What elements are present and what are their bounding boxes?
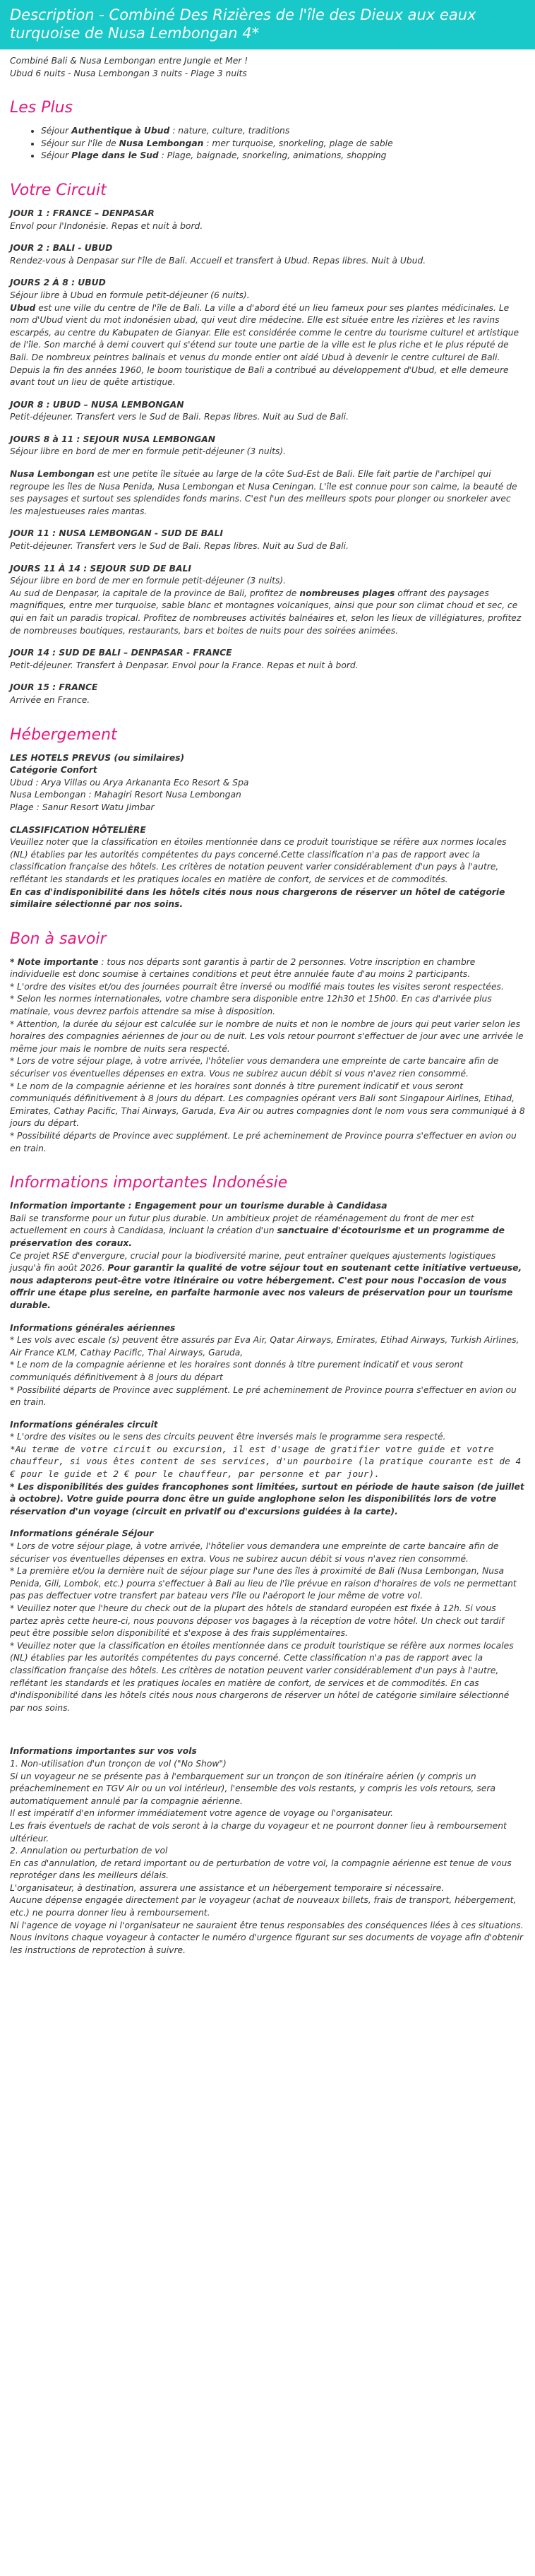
day-text: Nusa Lembongan est une petite île située au large de la côte Sud-Est de Bali. Elle fait partie de l'archipel qui regroupe les îles de Nusa Penida, Nusa Lembongan et Nusa Ceningan. L'île est connue pour son calme, la beauté de ses paysages et surtout ses splendides fonds marins. C'est l'un des meilleurs spots pour plonger ou snorkeler avec les majestueuses raies mantas. [10,469,517,516]
plus-list [27,125,525,162]
list-item: • Séjour Plage dans le Sud : Plage, baignade, snorkeling, animations, shopping [41,150,525,162]
list-item: • Séjour sur l'île de Nusa Lembongan : mer turquoise, snorkeling, plage de sable [41,138,525,150]
sejour-block [10,1528,525,1714]
classification-text: Veuillez noter que la classification en étoiles mentionnée dans ce produit touristique se réfère aux normes locales (NL) établies par les autorités compétentes du pays concerné.Cette classification n'a pas de rapport avec la classification française des hôtels. Les critères de notation peuvent varier considérablement d'un pays à l'autre, reflétant les standards et les pratiques locales en matière de confort, de services et de commodités. [10,837,507,884]
circuit-info-para: * L'ordre des visites ou le sens des circuits peuvent être inversés mais le programme sera respecté. [10,1432,446,1442]
day-text: Arrivée en France. [10,694,90,705]
note-important: * Note importante : tous nos départs sont garantis à partir de 2 personnes. Votre inscription en chambre individuelle est donc soumise à certaines conditions et peut être annulée faute d'au moins 2 participants. [10,956,476,980]
vols-para: Aucune dépense engagée directement par le voyageur (achat de nouveaux billets, frais de transport, hébergement, etc.) ne pourra donner lieu à remboursement. [10,1895,517,1918]
classification-title: CLASSIFICATION HÔTELIÈRE [10,824,146,835]
day-title: JOURS 8 à 11 : SEJOUR NUSA LEMBONGAN [10,434,216,444]
vols-para: En cas d'annulation, de retard important ou de perturbation de votre vol, la compagnie aérienne est tenue de vous reprotéger dans les meilleurs délais. [10,1858,512,1881]
hotels-category: Catégorie Confort [10,765,97,776]
note-para: * Le nom de la compagnie aérienne et les horaires sont donnés à titre purement indicatif et vous seront communiqués définitivement à 8 jours du départ. Les compagnies opérant vers Bali sont Singapour Airlines, Etihad, Emirates, Cathay Pacific, Thai Airways, Garuda, Eva Air ou autres compagnies dont le nom vous sera communiqué à 8 jours du départ. [10,1081,525,1129]
day-text: Petit-déjeuner. Transfert vers le Sud de Bali. Repas libres. Nuit au Sud de Bali. [10,541,349,552]
note-para: * L'ordre des visites et/ou des journées pourrait être inversé ou modifié mais toutes les visites seront respectées. [10,981,504,992]
day-title: JOUR 14 : SUD DE BALI – DENPASAR - FRANCE [10,648,232,658]
day-text: Petit-déjeuner. Transfert vers le Sud de Bali. Repas libres. Nuit au Sud de Bali. [10,412,349,422]
vols-para: 1. Non-utilisation d'un tronçon de vol ("No Show") [10,1758,227,1769]
vols-para: L'organisateur, à destination, assurera une assistance et un hébergement temporaire si nécessaire. [10,1882,445,1893]
sejour-para: * Veuillez noter que l'heure du check out de la plupart des hôtels de standard européen est fixée à 12h. Si vous partez après cette heure-ci, nous pouvons déposer vos bagages à la réception de votre hôtel. Un check out tardif peut être possible selon disponibilité et s'expose à des frais supplémentaires. [10,1603,505,1639]
vols-title: Informations importantes sur vos vols [10,1746,197,1757]
day-text: Envol pour l'Indonésie. Repas et nuit à bord. [10,220,203,231]
hotel-line: Plage : Sanur Resort Watu Jimbar [10,802,155,812]
section-heading-bon-a-savoir: Bon à savoir [10,930,107,948]
aerial-block [10,1322,525,1409]
vols-para: Les frais éventuels de rachat de vols seront à la charge du voyageur et ne pourront donner lieu à remboursement ultérieur. [10,1820,507,1844]
intro-line: Combiné Bali & Nusa Lembongan entre Jungle et Mer ! [10,56,248,66]
day-block [10,647,525,672]
day-title: JOUR 1 : FRANCE – DENPASAR [10,208,155,218]
circuit-info-block [10,1419,525,1519]
engagement-text: Bali se transforme pour un futur plus durable. Un ambitieux projet de réaménagement du front de mer est actuellement en cours à Candidasa, incluant la création d'un sanctuaire d'écotourisme et un programme de préservation des coraux. [10,1213,505,1248]
list-item: • Séjour Authentique à Ubud : nature, culture, traditions [41,125,525,138]
sejour-para: * La première et/ou la dernière nuit de séjour plage sur l'une des îles à proximité de Bali (Nusa Lembongan, Nusa Penida, Gili, Lombok, etc.) pourra s'effectuer à Bali au lieu de l'île prévue en raison d'horaires de vols ne permettant pas pas deffectuer votre transfert par bateau vers l'île ou l'aéroport le jour même de votre vol. [10,1566,517,1601]
vols-para: Si un voyageur ne se présente pas à l'embarquement sur un tronçon de son itinéraire aérien (y compris un préacheminement en TGV Air ou un vol intérieur), l'ensemble des vols restants, y compris les vols retours, sera automatiquement annulé par la compagnie aérienne. [10,1771,495,1806]
sejour-title: Informations générale Séjour [10,1529,154,1539]
aerial-para: * Le nom de la compagnie aérienne et les horaires sont donnés à titre purement indicatif et vous seront communiqués définitivement à 8 jours du départ [10,1360,464,1382]
page-title: Description - Combiné Des Rizières de l'île des Dieux aux eaux turquoise de Nusa Lembongan 4* [0,0,535,49]
circuit-info-para: *Au terme de votre circuit ou excursion, il est d'usage de gratifier votre guide et votre chauffeur, si vous êtes content de ses services, d'un pourboire (la pratique courante est de 4 € pour le guide et 2 € pour le chauffeur, par personne et par jour). [10,1444,522,1480]
day-block [10,563,525,638]
day-text: Petit-déjeuner. Transfert à Denpasar. Envol pour la France. Repas et nuit à bord. [10,660,359,670]
day-text: Rendez-vous à Denpasar sur l'île de Bali. Accueil et transfert à Ubud. Repas libres. Nuit à Ubud. [10,255,426,266]
sejour-para: * Veuillez noter que la classification en étoiles mentionnée dans ce produit touristique se réfère aux normes locales (NL) établies par les autorités compétentes du pays concerné. Cette classification n'a pas de rapport avec la classification française des hôtels. Les critères de notation peuvent varier considérablement d'un pays à l'autre, reflétant les standards et les pratiques locales en matière de confort, de services et de commodités. En cas d'indisponibilité dans les hôtels cités nous nous chargerons de réserver un hôtel de catégorie similaire sélectionné par nos soins. [10,1640,514,1713]
day-title: JOUR 15 : FRANCE [10,682,98,693]
day-text: Au sud de Denpasar, la capitale de la province de Bali, profitez de nombreuses plages offrant des paysages magnifiques, entre mer turquoise, sable blanc et montagnes volcaniques, ainsi que pour son climat choud et sec, ce qui en fait un paradis tropical. Profitez de nombreuses activités balnéaires et, selon les lieux de villégiatures, profitez de nombreuses boutiques, restaurants, bars et boites de nuits pour des soirées animées. [10,588,522,636]
day-text: Ubud est une ville du centre de l'île de Bali. La ville a d'abord été un lieu fameux pour ses plantes médicinales. Le nom d'Ubud vient du mot indonésien ubad, qui veut dire médecine. Elle est située entre les rizières et les ravins escarpés, au centre du Kabupaten de Gianyar. Elle est considérée comme le centre du tourisme culturel et artistique de l'île. Son marché à demi couvert qui s'étend sur toute une partie de la ville est le plus riche et le plus réputé de Bali. De nombreux peintres balinais et venus du monde entier ont aidé Ubud à devenir le centre culturel de Bali. Depuis la fin des années 1960, le boom touristique de Bali a contribué au développement d'Ubud, et elle demeure avant tout un lieu de quête artistique. [10,302,519,388]
day-block [10,682,525,706]
day-title: JOUR 2 : BALI - UBUD [10,243,113,254]
vols-para: Il est impératif d'en informer immédiatement votre agence de voyage ou l'organisateur. [10,1808,394,1819]
hotel-line: Nusa Lembongan : Mahagiri Resort Nusa Lembongan [10,790,241,800]
day-text: Séjour libre à Ubud en formule petit-déjeuner (6 nuits). [10,290,250,300]
aerial-para: * Possibilité départs de Province avec supplément. Le pré acheminement de Province pourra s'effectuer en avion ou en train. [10,1384,517,1408]
day-block [10,434,525,458]
note-para: * Selon les normes internationales, votre chambre sera disponible entre 12h30 et 15h00. En cas d'arrivée plus matinale, vous devrez parfois attendre sa mise à disposition. [10,994,492,1017]
day-title: JOUR 8 : UBUD – NUSA LEMBONGAN [10,399,184,410]
day-block [10,399,525,424]
day-text: Séjour libre en bord de mer en formule petit-déjeuner (3 nuits). [10,446,287,457]
day-title: JOURS 11 À 14 : SEJOUR SUD DE BALI [10,563,191,574]
section-heading-plus: Les Plus [10,99,73,117]
engagement-title: Information importante : Engagement pour un tourisme durable à Candidasa [10,1201,387,1211]
note-para: * Attention, la durée du séjour est calculée sur le nombre de nuits et non le nombre de jours qui peut varier selon les horaires des compagnies aériennes de jour ou de nuit. Les vols retour pourront s'effectuer de jour avec une arrivée le même jour mais le nombre de nuits sera respecté. [10,1019,524,1054]
vols-para: Nous invitons chaque voyageur à contacter le numéro d'urgence figurant sur ses documents de voyage afin d'obtenir les instructions de reprotection à suivre. [10,1933,524,1955]
day-block [10,468,525,518]
day-block [10,277,525,388]
intro-line: Ubud 6 nuits - Nusa Lembongan 3 nuits - Plage 3 nuits [10,68,247,78]
aerial-para: * Les vols avec escale (s) peuvent être assurés par Eva Air, Qatar Airways, Emirates, Etihad Airways, Turkish Airlines, Air France KLM, Cathay Pacific, Thai Airways, Garuda, [10,1335,519,1358]
hotel-line: Ubud : Arya Villas ou Arya Arkananta Eco Resort & Spa [10,777,249,788]
vols-block [10,1745,525,1957]
day-block [10,242,525,267]
hotels-title: LES HOTELS PREVUS (ou similaires) [10,752,185,763]
circuit-info-para: * Les disponibilités des guides francophones sont limitées, surtout en période de haute saison (de juillet à octobre). Votre guide pourra donc être un guide anglophone selon les disponibilités lors de votre réservation d'un voyage (circuit en privatif ou d'excursions guidées à la carte). [10,1481,524,1516]
classification-block [10,824,525,911]
day-block [10,528,525,552]
section-heading-circuit: Votre Circuit [10,181,107,199]
section-heading-infos: Informations importantes Indonésie [10,1174,288,1192]
classification-note: En cas d'indisponibilité dans les hôtels cités nous nous chargerons de réserver un hôtel de catégorie similaire sélectionné par nos soins. [10,886,505,910]
section-heading-hebergement: Hébergement [10,725,117,744]
aerial-title: Informations générales aériennes [10,1322,176,1333]
circuit-info-title: Informations générales circuit [10,1419,158,1430]
sejour-para: * Lors de votre séjour plage, à votre arrivée, l'hôtelier vous demandera une empreinte de carte bancaire afin de sécuriser vos éventuelles dépenses en extra. Vous ne subirez aucun débit si vous n'avez rien consommé. [10,1541,499,1564]
note-para: * Possibilité départs de Province avec supplément. Le pré acheminement de Province pourra s'effectuer en avion ou en train. [10,1131,517,1153]
note-para: * Lors de votre séjour plage, à votre arrivée, l'hôtelier vous demandera une empreinte de carte bancaire afin de sécuriser vos éventuelles dépenses en extra. Vous ne subirez aucun débit si vous n'avez rien consommé. [10,1056,499,1079]
engagement-text: Ce projet RSE d'envergure, crucial pour la biodiversité marine, peut entraîner quelques ajustements logistiques jusqu'à fin août 2026. Pour garantir la qualité de votre séjour tout en soutenant cette initiative vertueuse, nous adapterons peut-être votre itinéraire ou votre hébergement. C'est pour nous l'occasion de vous offrir une étape plus sereine, en parfaite harmonie avec nos valeurs de préservation pour un tourisme durable. [10,1250,522,1310]
day-title: JOURS 2 À 8 : UBUD [10,278,106,288]
day-text: Séjour libre en bord de mer en formule petit-déjeuner (3 nuits). [10,576,287,586]
vols-para: Ni l'agence de voyage ni l'organisateur ne sauraient être tenus responsables des conséquences liées à ces situations. [10,1920,524,1930]
day-title: JOUR 11 : NUSA LEMBONGAN - SUD DE BALI [10,528,223,539]
day-block [10,208,525,232]
main-content [0,49,535,1971]
vols-para: 2. Annulation ou perturbation de vol [10,1846,168,1856]
